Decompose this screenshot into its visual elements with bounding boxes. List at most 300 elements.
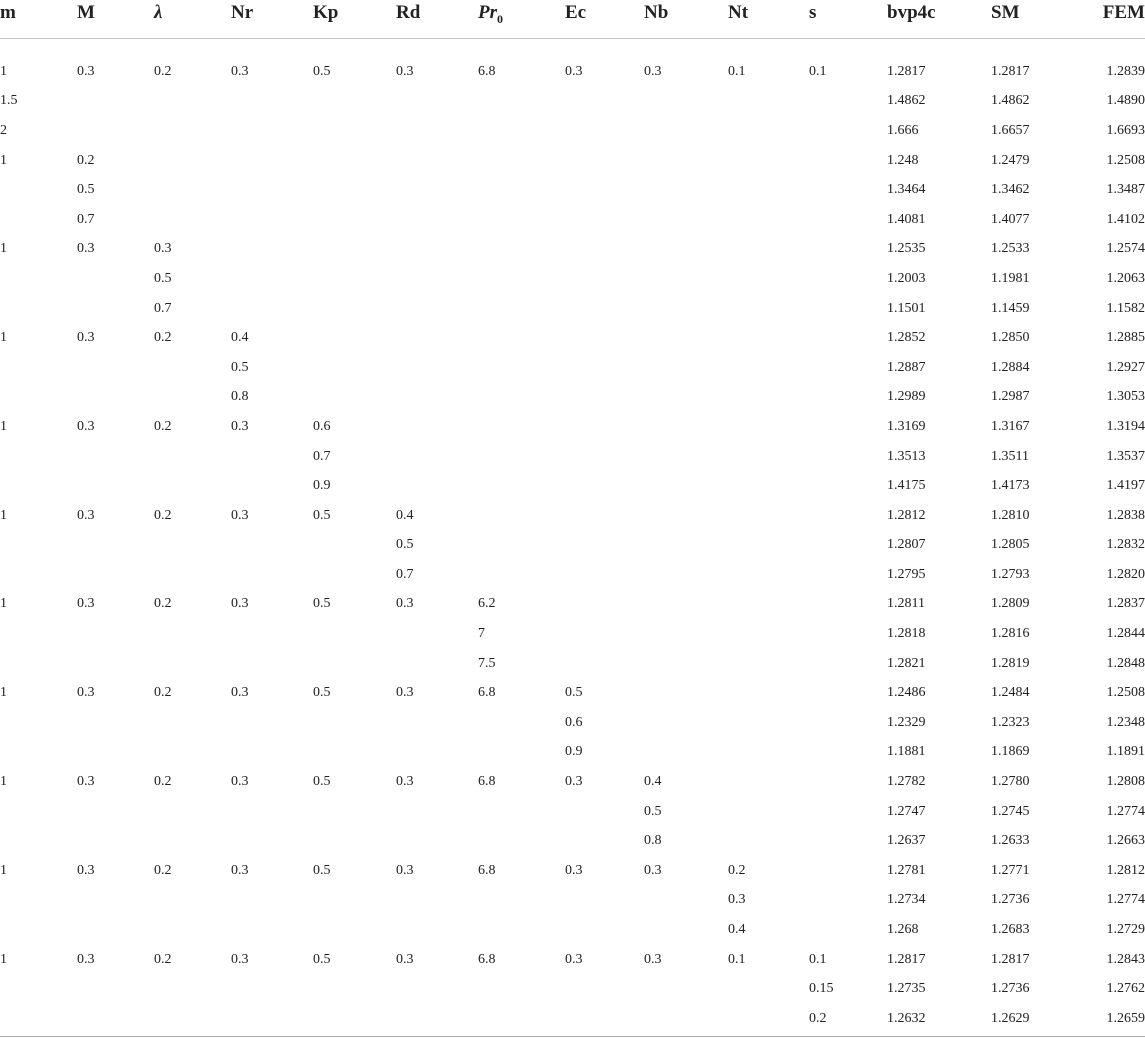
- table-cell: 1.2632: [887, 1010, 926, 1026]
- table-cell: 0.7: [313, 448, 331, 464]
- table-cell: [728, 767, 809, 797]
- table-cell: [644, 531, 728, 561]
- table-cell: 1: [0, 774, 7, 790]
- table-cell: [809, 87, 887, 117]
- table-cell: [644, 590, 728, 620]
- table-cell: [565, 383, 644, 413]
- table-cell: 0.2: [154, 951, 172, 967]
- table-row: [0, 708, 1145, 738]
- table-cell: [728, 590, 809, 620]
- table-cell: 0.15: [809, 981, 834, 997]
- table-cell: [231, 974, 313, 1004]
- table-cell: [77, 294, 154, 324]
- table-cell: [231, 708, 313, 738]
- table-cell: 0.3: [77, 63, 95, 79]
- table-cell: 1.3194: [1106, 418, 1145, 434]
- table-cell: 1.2850: [991, 330, 1030, 346]
- table-cell: [644, 205, 728, 235]
- column-header-label: SM: [991, 2, 1020, 23]
- table-cell: [478, 501, 565, 531]
- table-cell: [478, 531, 565, 561]
- table-cell: [0, 294, 77, 324]
- table-cell: [154, 87, 231, 117]
- table-cell: [565, 915, 644, 945]
- table-cell: [77, 915, 154, 945]
- table-cell: [396, 649, 478, 679]
- table-cell: [396, 738, 478, 768]
- table-cell: 0.3: [396, 685, 414, 701]
- table-cell: 0.5: [313, 596, 331, 612]
- table-cell: 1.4077: [991, 211, 1030, 227]
- table-cell: [644, 87, 728, 117]
- column-header: [991, 0, 1101, 39]
- table-cell: 1.2003: [887, 270, 926, 286]
- table-row: [0, 531, 1145, 561]
- table-cell: 1.2479: [991, 152, 1030, 168]
- table-cell: [644, 412, 728, 442]
- table-row: [0, 1004, 1145, 1034]
- table-row: [0, 175, 1145, 205]
- table-cell: [809, 116, 887, 146]
- table-cell: [728, 501, 809, 531]
- table-cell: [728, 412, 809, 442]
- table-cell: 1.2736: [991, 981, 1030, 997]
- table-cell: [0, 619, 77, 649]
- table-cell: 1.2736: [991, 892, 1030, 908]
- table-cell: 0.1: [728, 951, 746, 967]
- table-cell: 1.2810: [991, 507, 1030, 523]
- table-cell: 1.2852: [887, 330, 926, 346]
- table-cell: 1.1981: [991, 270, 1030, 286]
- table-cell: [313, 915, 396, 945]
- table-cell: 1.4862: [991, 93, 1030, 109]
- table-row: [0, 619, 1145, 649]
- table-cell: [728, 175, 809, 205]
- table-row: [0, 471, 1145, 501]
- table-cell: 0.5: [313, 685, 331, 701]
- table-cell: [231, 235, 313, 265]
- table-row: [0, 738, 1145, 768]
- table-cell: 1.2762: [1106, 981, 1145, 997]
- table-cell: [154, 116, 231, 146]
- table-cell: [396, 146, 478, 176]
- table-cell: [77, 826, 154, 856]
- table-cell: 1.2781: [887, 862, 926, 878]
- table-cell: [396, 264, 478, 294]
- table-cell: 1.1869: [991, 744, 1030, 760]
- table-cell: [565, 442, 644, 472]
- table-cell: [809, 235, 887, 265]
- table-cell: [231, 175, 313, 205]
- table-cell: 0.3: [77, 330, 95, 346]
- table-cell: 1.3464: [887, 182, 926, 198]
- table-cell: 1.2329: [887, 714, 926, 730]
- table-cell: [231, 649, 313, 679]
- table-cell: [644, 146, 728, 176]
- table-cell: [809, 264, 887, 294]
- table-cell: 0.5: [77, 182, 95, 198]
- table-cell: [0, 738, 77, 768]
- table-cell: 6.8: [478, 774, 496, 790]
- table-cell: [644, 235, 728, 265]
- table-cell: 0.3: [77, 862, 95, 878]
- column-header: [478, 0, 565, 39]
- table-cell: [231, 116, 313, 146]
- table-cell: 1.2745: [991, 803, 1030, 819]
- table-cell: 1: [0, 418, 7, 434]
- table-cell: 0.3: [728, 892, 746, 908]
- table-cell: 1: [0, 951, 7, 967]
- table-cell: [478, 826, 565, 856]
- table-cell: 1: [0, 241, 7, 257]
- table-cell: 1: [0, 63, 7, 79]
- table-cell: [478, 560, 565, 590]
- table-cell: [154, 797, 231, 827]
- table-cell: [809, 678, 887, 708]
- table-cell: [77, 1004, 154, 1034]
- table-cell: 6.2: [478, 596, 496, 612]
- table-cell: 1.2839: [1106, 63, 1145, 79]
- table-cell: 0.2: [154, 774, 172, 790]
- table-row: [0, 826, 1145, 856]
- table-cell: 0.3: [77, 774, 95, 790]
- table-cell: [565, 501, 644, 531]
- table-cell: 6.8: [478, 63, 496, 79]
- table-row: [0, 886, 1145, 916]
- table-cell: [0, 471, 77, 501]
- table-cell: 1.6657: [991, 122, 1030, 138]
- table-cell: [77, 116, 154, 146]
- table-cell: [231, 915, 313, 945]
- table-cell: [396, 87, 478, 117]
- table-cell: 0.1: [728, 63, 746, 79]
- table-cell: [728, 442, 809, 472]
- table-cell: [644, 442, 728, 472]
- column-header-label: Nb: [644, 2, 669, 23]
- table-cell: 1.2774: [1106, 892, 1145, 908]
- table-cell: 1.2633: [991, 833, 1030, 849]
- table-cell: [77, 353, 154, 383]
- table-cell: 0.3: [77, 596, 95, 612]
- table-cell: 0.3: [644, 951, 662, 967]
- table-cell: [0, 974, 77, 1004]
- table-cell: [77, 87, 154, 117]
- table-cell: [313, 383, 396, 413]
- table-cell: 0.3: [77, 951, 95, 967]
- table-cell: 1.2817: [887, 951, 926, 967]
- table-cell: 1.2774: [1106, 803, 1145, 819]
- table-cell: [396, 175, 478, 205]
- table-cell: 0.3: [77, 685, 95, 701]
- table-cell: [728, 531, 809, 561]
- bottom-rule: [0, 1036, 1145, 1037]
- column-header-label: Ec: [565, 2, 587, 23]
- table-cell: 0.3: [231, 418, 249, 434]
- table-cell: [396, 886, 478, 916]
- table-cell: 0.5: [313, 63, 331, 79]
- table-cell: [644, 383, 728, 413]
- table-cell: 0.3: [231, 63, 249, 79]
- column-header: [313, 0, 396, 39]
- table-cell: [644, 649, 728, 679]
- table-cell: 1.2729: [1106, 922, 1145, 938]
- table-cell: [478, 974, 565, 1004]
- table-cell: 0.4: [396, 507, 414, 523]
- column-header-label: Pr: [478, 2, 497, 23]
- table-row: [0, 678, 1145, 708]
- table-cell: [77, 264, 154, 294]
- table-cell: [809, 826, 887, 856]
- table-cell: [313, 175, 396, 205]
- table-cell: [231, 560, 313, 590]
- table-cell: 0.3: [396, 596, 414, 612]
- table-row: [0, 294, 1145, 324]
- table-cell: [231, 442, 313, 472]
- table-cell: [154, 826, 231, 856]
- table-cell: 1.268: [887, 922, 919, 938]
- table-cell: [154, 649, 231, 679]
- table-cell: 1.2771: [991, 862, 1030, 878]
- table-cell: 1.5: [0, 93, 18, 109]
- table-cell: [644, 974, 728, 1004]
- table-cell: [809, 708, 887, 738]
- table-cell: 1.1891: [1106, 744, 1145, 760]
- table-cell: [478, 383, 565, 413]
- table-row: [0, 87, 1145, 117]
- table-cell: [396, 294, 478, 324]
- table-cell: [478, 412, 565, 442]
- table-cell: [154, 442, 231, 472]
- table-cell: [396, 205, 478, 235]
- table-cell: 0.3: [565, 63, 583, 79]
- table-cell: [0, 1004, 77, 1034]
- table-cell: [231, 531, 313, 561]
- table-cell: 1: [0, 596, 7, 612]
- table-cell: 1.2887: [887, 359, 926, 375]
- table-cell: [728, 205, 809, 235]
- table-row: [0, 915, 1145, 945]
- table-cell: 1.2807: [887, 537, 926, 553]
- table-cell: [478, 471, 565, 501]
- table-cell: [478, 146, 565, 176]
- table-cell: 6.8: [478, 951, 496, 967]
- table-cell: [313, 738, 396, 768]
- table-cell: 0.5: [313, 862, 331, 878]
- table-cell: [565, 353, 644, 383]
- table-cell: [231, 471, 313, 501]
- table-cell: [313, 294, 396, 324]
- table-cell: [231, 146, 313, 176]
- table-cell: 0.3: [231, 685, 249, 701]
- table-cell: [396, 471, 478, 501]
- table-cell: [478, 264, 565, 294]
- table-cell: [644, 619, 728, 649]
- table-cell: 1.2817: [887, 63, 926, 79]
- table-cell: [565, 205, 644, 235]
- table-cell: [0, 442, 77, 472]
- table-cell: [565, 1004, 644, 1034]
- table-cell: 1.4862: [887, 93, 926, 109]
- table-cell: [231, 826, 313, 856]
- table-cell: 1.2987: [991, 389, 1030, 405]
- table-cell: [0, 560, 77, 590]
- table-cell: 1.2885: [1106, 330, 1145, 346]
- table-cell: [565, 323, 644, 353]
- table-cell: [154, 1004, 231, 1034]
- table-cell: [809, 856, 887, 886]
- table-cell: [396, 915, 478, 945]
- table-cell: [565, 826, 644, 856]
- table-cell: 1.4175: [887, 478, 926, 494]
- table-row: [0, 767, 1145, 797]
- table-row: [0, 146, 1145, 176]
- table-cell: 0.7: [154, 300, 172, 316]
- table-cell: 1.2820: [1106, 566, 1145, 582]
- table-cell: [728, 797, 809, 827]
- table-cell: [809, 738, 887, 768]
- column-header: [0, 0, 77, 39]
- table-cell: 0.3: [77, 418, 95, 434]
- table-cell: [728, 738, 809, 768]
- table-cell: 0.2: [154, 330, 172, 346]
- table-cell: [809, 590, 887, 620]
- table-cell: [77, 797, 154, 827]
- table-cell: 0.3: [231, 862, 249, 878]
- table-cell: [396, 353, 478, 383]
- column-header-label: λ: [154, 2, 163, 23]
- table-cell: 1.2574: [1106, 241, 1145, 257]
- table-cell: 0.6: [565, 714, 583, 730]
- table-cell: 1.2844: [1106, 626, 1145, 642]
- table-cell: [809, 383, 887, 413]
- table-cell: [313, 708, 396, 738]
- table-cell: [0, 531, 77, 561]
- table-cell: [154, 205, 231, 235]
- table-cell: 1: [0, 862, 7, 878]
- table-cell: 1.1501: [887, 300, 926, 316]
- table-cell: 1.2629: [991, 1010, 1030, 1026]
- table-cell: 1: [0, 330, 7, 346]
- table-cell: 0.3: [565, 951, 583, 967]
- table-cell: 0.1: [809, 951, 827, 967]
- table-cell: 1.3537: [1106, 448, 1145, 464]
- table-cell: 1.2832: [1106, 537, 1145, 553]
- table-cell: [728, 471, 809, 501]
- column-header: [77, 0, 154, 39]
- table-cell: [478, 1004, 565, 1034]
- table-cell: [809, 205, 887, 235]
- table-cell: [313, 264, 396, 294]
- table-cell: [809, 531, 887, 561]
- table-cell: 1.2808: [1106, 774, 1145, 790]
- table-cell: [565, 619, 644, 649]
- table-cell: [728, 974, 809, 1004]
- table-cell: [809, 412, 887, 442]
- table-cell: [644, 175, 728, 205]
- column-header: [728, 0, 809, 39]
- table-cell: 1.2735: [887, 981, 926, 997]
- table-cell: 0.3: [565, 774, 583, 790]
- table-cell: 1.2663: [1106, 833, 1145, 849]
- table-cell: [728, 87, 809, 117]
- table-cell: 1.2533: [991, 241, 1030, 257]
- table-cell: 1.4081: [887, 211, 926, 227]
- table-cell: [396, 323, 478, 353]
- table-cell: 1: [0, 507, 7, 523]
- table-cell: [0, 886, 77, 916]
- table-cell: 1.2508: [1106, 152, 1145, 168]
- table-cell: [644, 915, 728, 945]
- table-cell: [0, 915, 77, 945]
- table-cell: [809, 619, 887, 649]
- table-cell: [77, 619, 154, 649]
- table-cell: [0, 205, 77, 235]
- table-cell: 1.2819: [991, 655, 1030, 671]
- table-cell: [313, 205, 396, 235]
- table-cell: [809, 442, 887, 472]
- column-header: [396, 0, 478, 39]
- table-cell: [565, 235, 644, 265]
- table-row: [0, 39, 1145, 87]
- column-header-label: s: [809, 2, 817, 23]
- table-cell: 1.6693: [1106, 122, 1145, 138]
- table-cell: [231, 886, 313, 916]
- table-cell: 1.2795: [887, 566, 926, 582]
- table-cell: 0.5: [154, 270, 172, 286]
- table-body: [0, 39, 1145, 1034]
- table-row: [0, 323, 1145, 353]
- table-cell: 1.2323: [991, 714, 1030, 730]
- table-cell: [313, 531, 396, 561]
- table-row: [0, 353, 1145, 383]
- table-cell: 7.5: [478, 655, 496, 671]
- table-cell: [154, 471, 231, 501]
- table-cell: 2: [0, 122, 7, 138]
- table-row: [0, 383, 1145, 413]
- table-cell: 1.4890: [1106, 93, 1145, 109]
- table-cell: [396, 116, 478, 146]
- table-cell: 0.8: [644, 833, 662, 849]
- table-cell: [565, 175, 644, 205]
- table-cell: [728, 353, 809, 383]
- table-cell: [565, 649, 644, 679]
- table-cell: 1.2484: [991, 685, 1030, 701]
- table-cell: 0.3: [231, 507, 249, 523]
- table-cell: [478, 175, 565, 205]
- table-cell: 0.2: [154, 862, 172, 878]
- table-cell: [313, 116, 396, 146]
- table-cell: [809, 175, 887, 205]
- table-cell: [565, 590, 644, 620]
- table-cell: 1.2793: [991, 566, 1030, 582]
- table-cell: [644, 353, 728, 383]
- table-cell: 1.2809: [991, 596, 1030, 612]
- table-cell: [809, 915, 887, 945]
- table-cell: [565, 412, 644, 442]
- table-cell: 1.2838: [1106, 507, 1145, 523]
- table-cell: 0.4: [728, 922, 746, 938]
- table-cell: 1.2063: [1106, 270, 1145, 286]
- table-cell: [396, 383, 478, 413]
- table-cell: 1.2659: [1106, 1010, 1145, 1026]
- table-cell: 0.2: [809, 1010, 827, 1026]
- table-cell: [396, 708, 478, 738]
- table-cell: [231, 205, 313, 235]
- table-cell: [478, 116, 565, 146]
- table-row: [0, 442, 1145, 472]
- table-cell: [728, 619, 809, 649]
- table-cell: 1.248: [887, 152, 919, 168]
